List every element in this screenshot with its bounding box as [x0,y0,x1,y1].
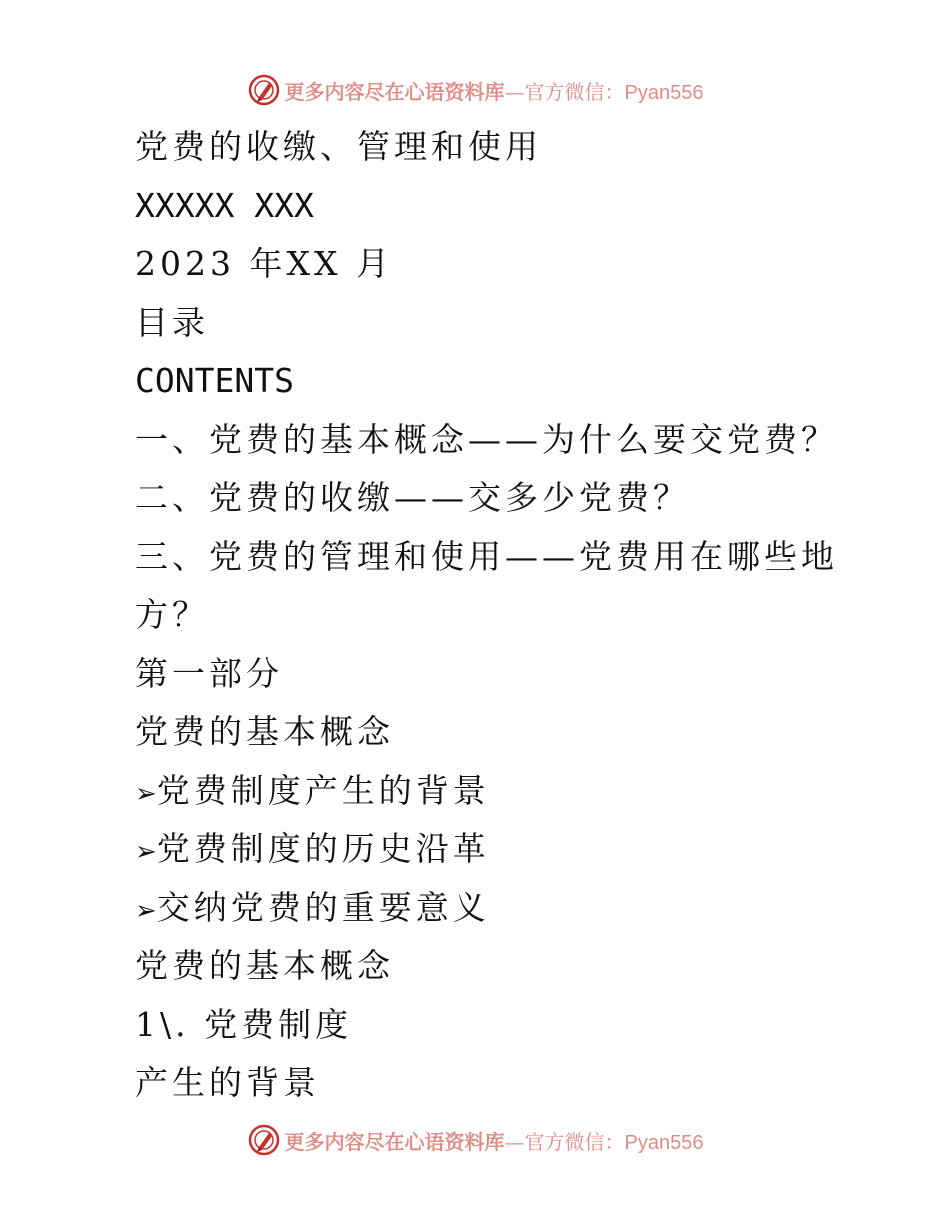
section-title: 党费的基本概念 [135,946,394,985]
bullet-item [135,879,815,938]
watermark-dash: — [504,79,525,104]
subsection-heading: 1\. 党费制度 [135,1004,353,1044]
bullet-item-text: 党费制度的历史沿革 [156,829,490,868]
document-date-text: 2023 年XX 月 [135,244,393,283]
toc-item-3: 三、党费的管理和使用——党费用在哪些地 [135,536,838,576]
toc-heading: 目录 [135,302,209,342]
part-title: 党费的基本概念 [135,712,394,751]
document-body [135,118,838,1113]
watermark-wechat-label: 官方微信： [524,1129,625,1154]
toc-heading-en: CONTENTS [135,361,294,400]
watermark-wechat-label: 官方微信： [524,79,625,104]
watermark-wechat-id: Pyan556 [624,81,704,104]
toc-item-2: 二、党费的收缴——交多少党费？ [135,478,690,517]
arrow-bullet-icon: ➢ [135,895,157,926]
toc-item-3-continued: 方？ [135,595,209,634]
part-label: 第一部分 [135,653,283,693]
bullet-item-text: 党费制度产生的背景 [156,770,490,810]
bullet-item [135,820,815,879]
watermark-text [285,1126,704,1155]
document-author: XXXXX XXX [135,185,314,225]
bullet-item-text: 交纳党费的重要意义 [156,887,490,927]
document-date [135,235,815,294]
arrow-bullet-icon: ➢ [135,778,157,809]
bullet-item [135,762,815,821]
watermark-slogan: 更多内容尽在心语资料库 [284,79,505,104]
arrow-bullet-icon: ➢ [135,837,157,867]
watermark-slogan: 更多内容尽在心语资料库 [284,1129,505,1154]
subsection-heading-continued: 产生的背景 [135,1063,320,1102]
watermark-text [285,76,704,105]
header-watermark-banner [0,70,950,110]
document-title: 党费的收缴、管理和使用 [135,127,542,166]
footer-watermark-banner [0,1120,950,1160]
pen-nib-logo-icon [247,73,281,107]
toc-item-1: 一、党费的基本概念——为什么要交党费？ [135,419,838,459]
watermark-dash: — [504,1129,525,1154]
pen-nib-logo-icon [247,1123,281,1157]
watermark-wechat-id: Pyan556 [624,1131,704,1154]
